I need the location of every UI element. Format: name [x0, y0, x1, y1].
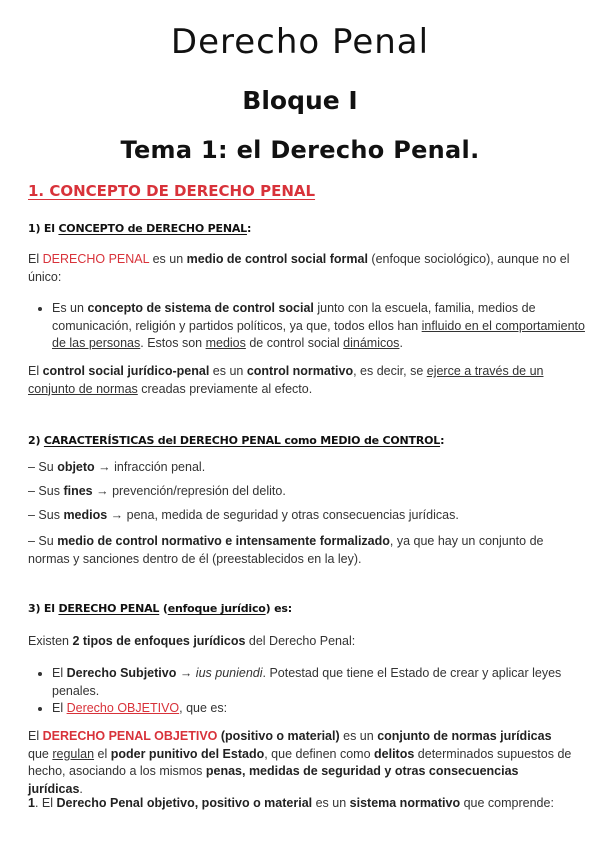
paragraph-derecho-objetivo: El DERECHO PENAL OBJETIVO (positivo o material) es un conjunto de normas jurídicas que regulan el poder punitivo del Estado, que definen como delitos determinados supuestos de hecho, asociando a los mismos penas, medidas de seguridad y otras consecuencias jurídicas. [28, 729, 572, 796]
paragraph-sistema-normativo: 1. El Derecho Penal objetivo, positivo o material es un sistema normativo que comprende: [28, 796, 554, 810]
characteristic-objeto: – Su objeto → infracción penal. [28, 460, 206, 474]
subheading-concepto: 1) El CONCEPTO de DERECHO PENAL: [28, 222, 252, 235]
section-heading: 1. CONCEPTO DE DERECHO PENAL [28, 182, 316, 200]
document-subtitle: Bloque I [242, 86, 358, 115]
topic-title: Tema 1: el Derecho Penal. [120, 136, 480, 164]
paragraph-tipos-enfoques: Existen 2 tipos de enfoques jurídicos del Derecho Penal: [28, 634, 356, 648]
subheading-enfoque-juridico: 3) El DERECHO PENAL (enfoque jurídico) es: [28, 602, 292, 615]
characteristic-medios: – Sus medios → pena, medida de seguridad y otras consecuencias jurídicas. [28, 508, 459, 522]
paragraph-control-social: El control social jurídico-penal es un control normativo, es decir, se ejerce a través de un conjunto de normas creadas previamente al efecto. [28, 364, 544, 396]
characteristic-medio-control: – Su medio de control normativo e intensamente formalizado, ya que hay un conjunto de normas y sanciones dentro de él (preestablecidos en la ley). [28, 534, 544, 566]
document-title: Derecho Penal [170, 22, 430, 62]
list-item: • El Derecho OBJETIVO, que es: [52, 700, 598, 718]
list-item: • Es un concepto de sistema de control social junto con la escuela, familia, medios de comunicación, religión y partidos políticos, ya que, todos ellos han influido en el comportamiento de las personas. Estos son medios de control social dinámicos. [52, 300, 598, 353]
paragraph-definition: El DERECHO PENAL es un medio de control social formal (enfoque sociológico), aunque no el único: [28, 252, 570, 284]
characteristic-fines: – Sus fines → prevención/represión del delito. [28, 484, 286, 498]
list-item: • El Derecho Subjetivo → ius puniendi. Potestad que tiene el Estado de crear y aplicar leyes penales. [52, 665, 598, 700]
bullet-list-2 [28, 665, 598, 718]
subheading-caracteristicas: 2) CARACTERÍSTICAS del DERECHO PENAL como MEDIO de CONTROL: [28, 434, 445, 447]
bullet-list-1 [28, 300, 598, 353]
